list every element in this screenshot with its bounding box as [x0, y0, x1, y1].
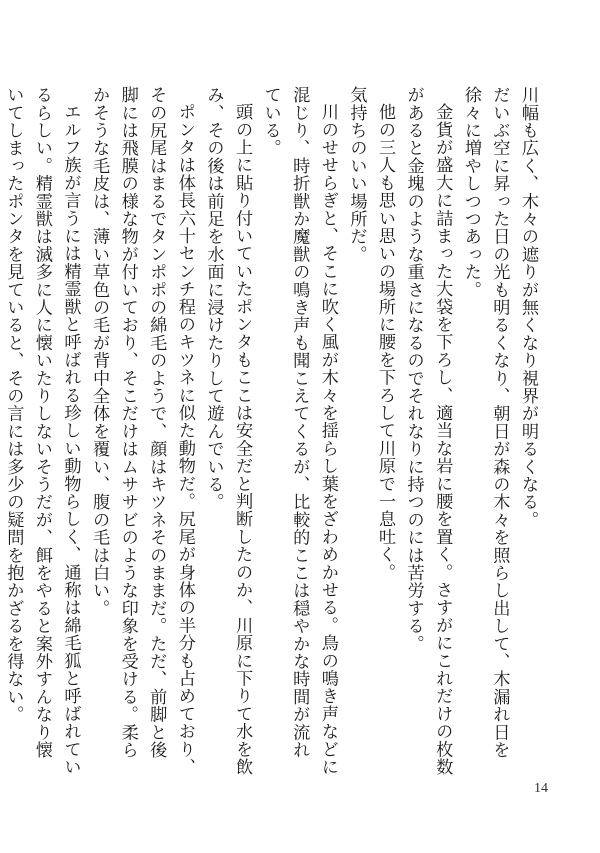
paragraph-6: 川のせせらぎと、そこに吹く風が木々を揺らし葉をざわめかせる。鳥の鳴き声などに混じり、時折獣か魔獣の鳴き声も聞こえてくるが、比較的ここは穏やかな時間が流れている。	[260, 86, 338, 776]
paragraph-7: 頭の上に貼り付いていたポンタもここは安全だと判断したのか、川原に下りて水を飲み、その後は前足を水面に浸けたりして遊んでいる。	[203, 86, 253, 776]
paragraph-2: だいぶ空に昇った日の光も明るくなり、朝日が森の木々を照らし出して、木漏れ日を徐々に増やしつつあった。	[460, 86, 510, 759]
paragraph-9: エルフ族が言うには精霊獣と呼ばれる珍しい動物らしく、通称は綿毛狐と呼ばれているらしい。精霊獣は滅多に人に懐いたりしないそうだが、餌をやると案外すんなり懐いてしまったポンタを見ていると、その言には多少の疑問を抱かざるを得ない。	[3, 86, 81, 776]
paragraph-1: 川幅も広く、木々の遮りが無くなり視界が明るくなる。	[518, 86, 538, 529]
paragraph-4: 他の三人も思い思いの場所に腰を下ろして川原で一息吐く。	[375, 103, 396, 582]
body-text	[3, 86, 542, 776]
page-number: 14	[534, 781, 548, 796]
paragraph-5: 気持ちのいい場所だ。	[346, 86, 367, 263]
paragraph-3: 金貨が盛大に詰まった大袋を下ろし、適当な岩に腰を置く。さすがにこれだけの枚数があると金塊のような重さになるのでそれなりに持つのには苦労する。	[403, 86, 453, 776]
paragraph-8: ポンタは体長六十センチ程のキツネに似た動物だ。尻尾が身体の半分も占めており、その尻尾はまるでタンポポの綿毛のようで、顔はキツネそのままだ。ただ、前脚と後脚には飛膜の様な物が付いており、そこだけはムササビのような印象を受ける。柔らかそうな毛皮は、薄い草色の毛が背中全体を覆い、腹の毛は白い。	[89, 86, 195, 776]
